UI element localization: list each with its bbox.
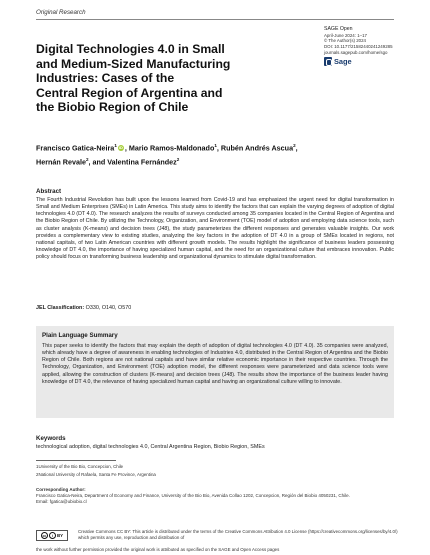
license-text-continued: the work without further permission provided the original work is attributed as specified on the SAGE and Open Access pages <box>36 547 280 552</box>
sage-logo[interactable] <box>324 57 352 66</box>
section-tag: Original Research <box>36 9 86 16</box>
plain-language-text: This paper seeks to identify the factors that may explain the depth of adoption of digital technologies 4.0 (DT 4.0). 35 companies were analyzed, which already have a degree of awareness in enabling technologies of Industries 4.0, distributed in the Central Region of Argentina and the Biobio Region of Chile. Both regions are not national capitals and have similar relative economic importance in their respective countries. Through the Technology, Organization, and Environment (TOE) adoption model, the different responses were parameterized and data science tools were applied, allowing the construction of clusters (K-means) and decision trees (J48). The results show the importance of the business leader having knowledge of DT 4.0, the relevance of having specialized human capital and having an organizational culture willing to innovate. <box>42 343 388 385</box>
author-name[interactable]: Rubén Andrés Ascua <box>220 143 294 153</box>
author-list: Francisco Gatica-Neira$^1$ iD , Mario Ramos-Maldonado$^1$, Rubén Andrés Ascua$^2$, Hernán Revale$^2$, and Valentina Fernández$^2$ <box>36 143 298 167</box>
sage-logo-text: Sage <box>334 57 352 66</box>
affiliation-item: 2National University of Rafaela, Santa Fe Province, Argentina <box>36 472 156 478</box>
plain-language-heading: Plain Language Summary <box>42 332 118 339</box>
affiliation-marker: 2 <box>85 156 89 162</box>
cc-badge-label: BY <box>56 533 64 538</box>
abstract-text: The Fourth Industrial Revolution has built upon the lessons learned from Covid-19 and has emphasized the urgent need for digital transformation in Small and Medium Enterprises (SMEs) in Latin America. This study aims to identify the factors that can explain the varying degrees of adoption of digital technologies 4.0 (DT 4.0). The research analyzes the results of surveys conducted among 35 companies located in the Central Region of Argentina and the Biobio Region of Chile. By utilizing the Technology, Organization, and Environment (TOE) model of adoption and employing data science tools, such as cluster analysis (K-means) and decision trees (J48), the study parameterizes the different responses and generates valuable insights. Our work provides a complementary view to existing studies, analyzing the key factors in the adoption of DT 4.0 in a group of SMEs located in regions, not national capitals, of two Latin American countries with different growth models. The results highlight the significance of business leaders possessing knowledge of DT 4.0, the importance of having specialized human capital, and the need for an organizational culture that embraces innovation. Public policy should focus on transforming business leadership and organizational dynamics to stimulate digital transformation. <box>36 197 394 261</box>
orcid-icon[interactable]: iD <box>118 145 123 151</box>
title-line: Digital Technologies 4.0 in Small <box>36 42 225 56</box>
affiliation-marker: 1 <box>214 143 217 148</box>
license-text: Creative Commons CC BY: This article is distributed under the terms of the Creative Commons Attribution 4.0 License (https://creativecommons.org/licenses/by/4.0/) which permits any use, reproduction and distribution of <box>78 529 398 541</box>
plain-language-summary-box <box>36 326 394 418</box>
cc-icon: cc <box>42 534 47 538</box>
corresponding-author <box>36 487 406 505</box>
jel-codes: O330, O140, O570 <box>85 305 132 311</box>
journal-url[interactable]: journals.sagepub.com/home/sgo <box>324 49 388 55</box>
abstract-heading: Abstract <box>36 188 62 195</box>
footnote-rule <box>36 460 116 461</box>
copyright: © The Author(s) 2024 <box>324 38 366 44</box>
attribution-icon: i <box>49 532 56 539</box>
author-name[interactable]: Mario Ramos-Maldonado <box>128 143 215 153</box>
affiliation-marker: 1 <box>114 143 117 148</box>
affiliation-marker: 2 <box>176 156 180 162</box>
keywords-heading: Keywords <box>36 435 66 442</box>
sage-logo-icon <box>324 57 332 66</box>
affiliations <box>36 463 156 479</box>
corresponding-email[interactable]: Email: fgatica@ubiobio.cl <box>36 499 87 505</box>
title-line: the Biobio Region of Chile <box>36 100 189 115</box>
jel-label: JEL Classification: <box>36 305 85 311</box>
title-line: Industries: Cases of the <box>36 71 175 86</box>
article-title <box>36 42 301 115</box>
issue-info: April-June 2024: 1–17 <box>324 32 367 38</box>
header-rule <box>36 19 394 20</box>
keywords-text: technological adoption, digital technologies 4.0, Central Argentina Region, Biobio Region, SMEs <box>36 444 265 450</box>
title-line: and Medium-Sized Manufacturing <box>36 56 231 71</box>
author-name[interactable]: and Valentina Fernández <box>92 157 177 167</box>
corresponding-heading: Corresponding Author: <box>36 487 86 492</box>
jel-classification <box>36 305 131 311</box>
cc-license-badge[interactable] <box>36 530 68 541</box>
affiliation-item: 1University of the Bio Bio, Concepcion, Chile <box>36 464 124 469</box>
author-name[interactable]: Hernán Revale <box>36 157 86 167</box>
doi-link[interactable]: DOI: 10.1177/21582440241249285 <box>324 44 393 50</box>
journal-meta <box>324 27 414 56</box>
title-line: Central Region of Argentina and <box>36 85 223 100</box>
journal-name: SAGE Open <box>324 26 353 32</box>
affiliation-marker: 2 <box>293 143 296 148</box>
corresponding-address: Francisco Gatica-Neira, Department of Economy and Finance, University of the Bio Bio, Avenida Collao 1202, Concepcion, Región del Biobio 4050231, Chile. <box>36 493 350 499</box>
author-name[interactable]: Francisco Gatica-Neira <box>36 143 115 153</box>
